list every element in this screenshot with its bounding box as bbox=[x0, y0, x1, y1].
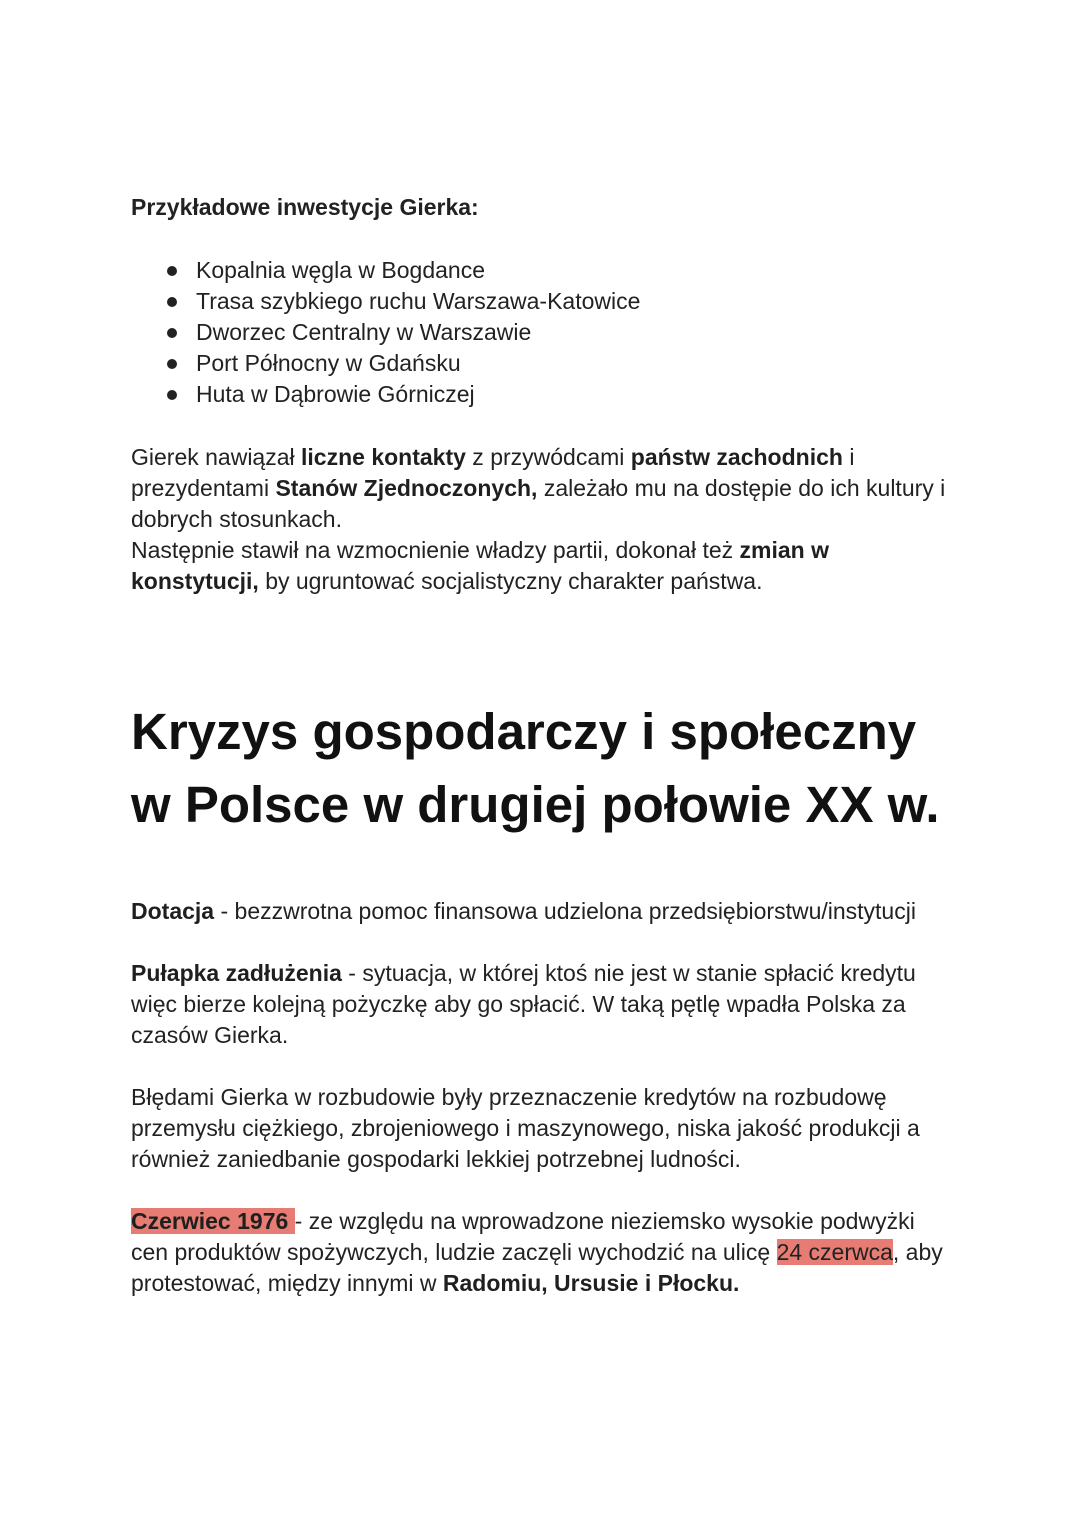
list-item bbox=[167, 348, 951, 379]
bold-span: Radomiu, Ursusie i Płocku. bbox=[442, 1270, 740, 1296]
investments-list bbox=[131, 255, 951, 410]
dotacja-definition bbox=[131, 896, 951, 927]
term-label: Dotacja bbox=[131, 898, 215, 924]
text-span: i prezydentami bbox=[131, 444, 855, 501]
list-item-text: Kopalnia węgla w Bogdance bbox=[196, 257, 485, 283]
bold-span: liczne kontakty bbox=[301, 444, 466, 470]
czerwiec-paragraph bbox=[131, 1206, 951, 1299]
pulapka-definition bbox=[131, 958, 951, 1051]
bullet-icon bbox=[167, 328, 177, 338]
term-label: Pułapka zadłużenia bbox=[131, 960, 342, 986]
bold-span: zmian w konstytucji, bbox=[131, 537, 829, 594]
list-item bbox=[167, 379, 951, 410]
bullet-icon bbox=[167, 297, 177, 307]
gierek-contacts-paragraph bbox=[131, 442, 951, 597]
text-span: Następnie stawił na wzmocnienie władzy partii, dokonał też bbox=[131, 537, 740, 563]
investments-heading: Przykładowe inwestycje Gierka: bbox=[131, 194, 479, 220]
list-item bbox=[167, 255, 951, 286]
definition-text: - sytuacja, w której ktoś nie jest w stanie spłacić kredytu więc bierze kolejną pożyczkę aby go spłacić. W taką pętlę wpadła Polska za czasów Gierka. bbox=[131, 960, 916, 1048]
bullet-icon bbox=[167, 266, 177, 276]
list-item bbox=[167, 286, 951, 317]
bullet-icon bbox=[167, 390, 177, 400]
definition-text: - bezzwrotna pomoc finansowa udzielona przedsiębiorstwu/instytucji bbox=[214, 898, 916, 924]
text-span: - ze względu na wprowadzone nieziemsko wysokie podwyżki cen produktów spożywczych, ludzie zaczęli wychodzić na ulicę bbox=[131, 1208, 915, 1265]
list-item-text: Huta w Dąbrowie Górniczej bbox=[196, 381, 475, 407]
bold-span: Stanów Zjednoczonych, bbox=[275, 475, 538, 501]
bledy-paragraph: Błędami Gierka w rozbudowie były przeznaczenie kredytów na rozbudowę przemysłu ciężkiego, zbrojeniowego i maszynowego, niska jakość produkcji a również zaniedbanie gospodarki lekkiej potrzebnej ludności. bbox=[131, 1084, 920, 1172]
text-span: , aby protestować, między innymi w bbox=[131, 1239, 943, 1296]
text-span: zależało mu na dostępie do ich kultury i dobrych stosunkach. bbox=[131, 475, 946, 532]
document-page bbox=[131, 192, 951, 1299]
text-span: z przywódcami bbox=[465, 444, 631, 470]
text-span: Gierek nawiązał bbox=[131, 444, 302, 470]
list-item-text: Dworzec Centralny w Warszawie bbox=[196, 319, 532, 345]
bullet-icon bbox=[167, 359, 177, 369]
list-item-text: Port Północny w Gdańsku bbox=[196, 350, 461, 376]
highlighted-date: 24 czerwca bbox=[776, 1239, 893, 1265]
list-item-text: Trasa szybkiego ruchu Warszawa-Katowice bbox=[196, 288, 641, 314]
highlighted-date: Czerwiec 1976 bbox=[131, 1208, 295, 1234]
section-title: Kryzys gospodarczy i społeczny w Polsce w drugiej połowie XX w. bbox=[131, 703, 940, 833]
list-item bbox=[167, 317, 951, 348]
text-span: by ugruntować socjalistyczny charakter państwa. bbox=[258, 568, 763, 594]
bold-span: państw zachodnich bbox=[630, 444, 843, 470]
